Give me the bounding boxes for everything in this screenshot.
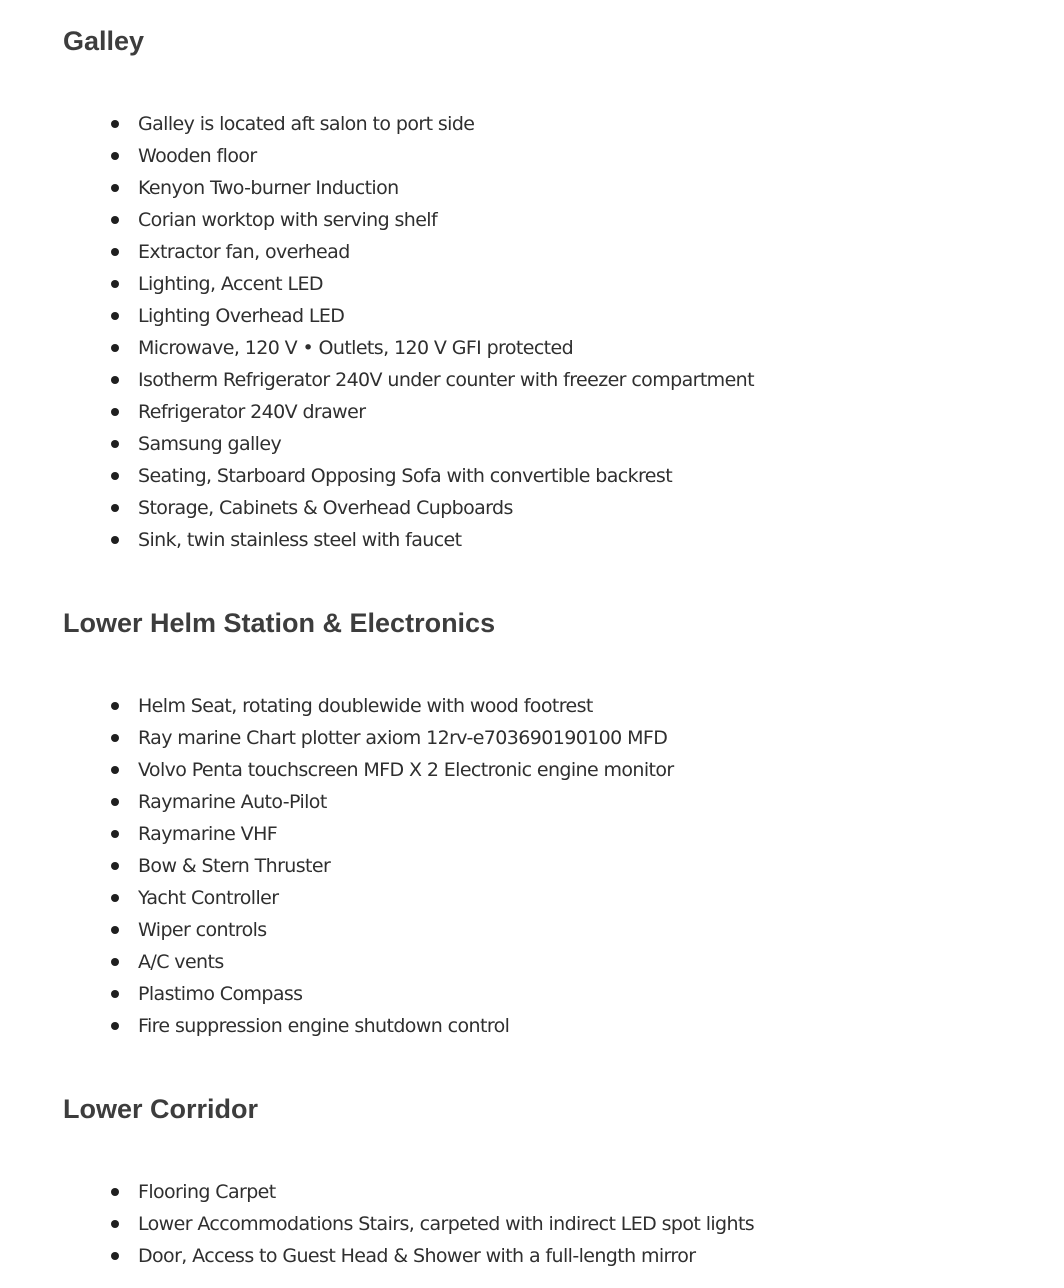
bullet-icon	[111, 376, 119, 384]
bullet-icon	[111, 344, 119, 352]
bullet-icon	[111, 926, 119, 934]
list-item-text: Flooring Carpet	[138, 1181, 276, 1203]
bullet-icon	[111, 702, 119, 710]
list-item-text: Raymarine Auto-Pilot	[138, 791, 327, 813]
list-item-text: Galley is located aft salon to port side	[138, 113, 475, 135]
bullet-icon	[111, 248, 119, 256]
bullet-icon	[111, 152, 119, 160]
list-item-text: Corian worktop with serving shelf	[138, 209, 438, 231]
bullet-icon	[111, 1252, 119, 1260]
list-item-text: Samsung galley	[138, 433, 282, 455]
list-item-text: Door, Access to Guest Head & Shower with a full-length mirror	[138, 1245, 696, 1267]
bullet-icon	[111, 958, 119, 966]
bullet-icon	[111, 990, 119, 998]
section-title-lower-corridor: Lower Corridor	[63, 1094, 259, 1124]
list-item-text: Plastimo Compass	[138, 983, 303, 1005]
section-title-lower-helm: Lower Helm Station & Electronics	[63, 608, 496, 638]
list-item-text: Extractor fan, overhead	[138, 241, 350, 263]
bullet-icon	[111, 280, 119, 288]
list-item-text: Seating, Starboard Opposing Sofa with convertible backrest	[138, 465, 673, 487]
bullet-icon	[111, 216, 119, 224]
list-item-text: Wooden floor	[138, 145, 257, 167]
bullet-icon	[111, 536, 119, 544]
bullet-icon	[111, 312, 119, 320]
bullet-icon	[111, 408, 119, 416]
list-item-text: A/C vents	[138, 951, 224, 973]
list-item-text: Sink, twin stainless steel with faucet	[138, 529, 462, 551]
list-item-text: Raymarine VHF	[138, 823, 278, 845]
list-item-text: Lighting Overhead LED	[138, 305, 345, 327]
bullet-icon	[111, 504, 119, 512]
list-item-text: Microwave, 120 V • Outlets, 120 V GFI protected	[138, 337, 574, 359]
bullet-icon	[111, 798, 119, 806]
bullet-icon	[111, 120, 119, 128]
list-item-text: Bow & Stern Thruster	[138, 855, 331, 877]
bullet-icon	[111, 830, 119, 838]
list-item-text: Isotherm Refrigerator 240V under counter with freezer compartment	[138, 369, 754, 391]
bullet-icon	[111, 894, 119, 902]
bullet-icon	[111, 766, 119, 774]
bullet-icon	[111, 184, 119, 192]
list-item-text: Lower Accommodations Stairs, carpeted with indirect LED spot lights	[138, 1213, 755, 1235]
bullet-icon	[111, 440, 119, 448]
list-item-text: Kenyon Two-burner Induction	[138, 177, 399, 199]
bullet-icon	[111, 1022, 119, 1030]
bullet-icon	[111, 1220, 119, 1228]
list-item-text: Lighting, Accent LED	[138, 273, 323, 295]
bullet-icon	[111, 1188, 119, 1196]
list-item-text: Ray marine Chart plotter axiom 12rv-e703690190100 MFD	[138, 727, 668, 749]
list-item-text: Wiper controls	[138, 919, 267, 941]
list-item-text: Volvo Penta touchscreen MFD X 2 Electronic engine monitor	[138, 759, 674, 781]
list-item-text: Yacht Controller	[138, 887, 279, 909]
list-item-text: Helm Seat, rotating doublewide with wood footrest	[138, 695, 593, 717]
list-item-text: Storage, Cabinets & Overhead Cupboards	[138, 497, 513, 519]
bullet-icon	[111, 472, 119, 480]
list-item-text: Fire suppression engine shutdown control	[138, 1015, 510, 1037]
bullet-icon	[111, 734, 119, 742]
list-item-text: Refrigerator 240V drawer	[138, 401, 366, 423]
section-title-galley: Galley	[63, 26, 145, 56]
bullet-icon	[111, 862, 119, 870]
